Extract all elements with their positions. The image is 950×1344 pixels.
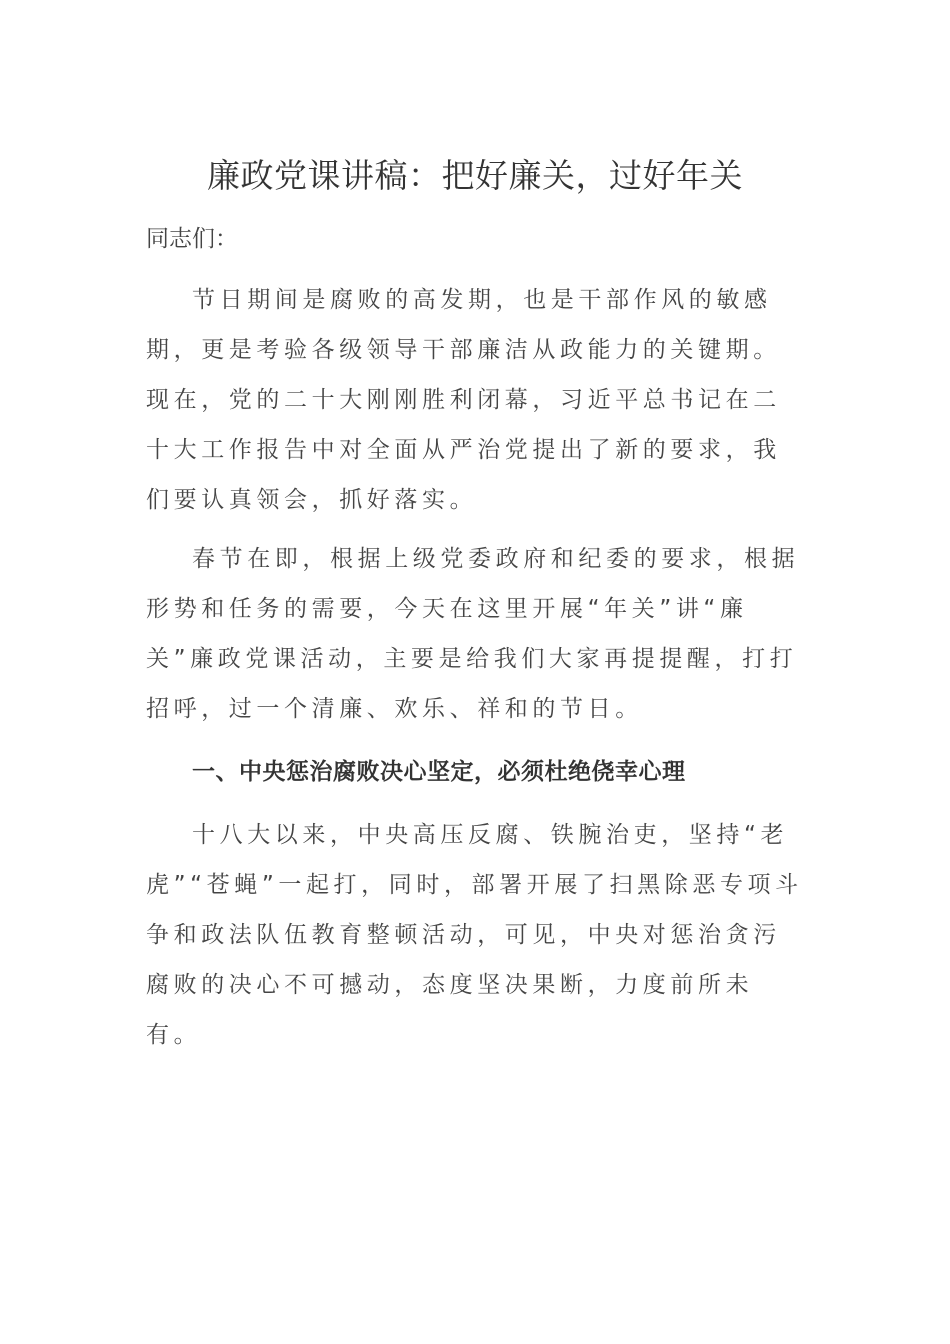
paragraph-intro: 节日期间是腐败的高发期，也是干部作风的敏感期，更是考验各级领导干部廉洁从政能力的关键期。现在，党的二十大刚刚胜利闭幕，习近平总书记在二十大工作报告中对全面从严治党提出了新的要求，我们要认真领会，抓好落实。 <box>146 287 781 513</box>
salutation: 同志们： <box>146 226 238 252</box>
section-heading: 一、中央惩治腐败决心坚定，必须杜绝侥幸心理 <box>192 759 686 785</box>
section-paragraph: 十八大以来，中央高压反腐、铁腕治吏，坚持“老虎”“苍蝇”一起打，同时，部署开展了扫黑除恶专项斗争和政法队伍教育整顿活动，可见，中央对惩治贪污腐败的决心不可撼动，态度坚决果断，力度前所未有。 <box>146 822 803 1048</box>
paragraph-purpose: 春节在即，根据上级党委政府和纪委的要求，根据形势和任务的需要，今天在这里开展“年关”讲“廉关”廉政党课活动，主要是给我们大家再提提醒，打打招呼，过一个清廉、欢乐、祥和的节日。 <box>146 546 800 722</box>
document-title: 廉政党课讲稿：把好廉关，过好年关 <box>207 156 743 195</box>
